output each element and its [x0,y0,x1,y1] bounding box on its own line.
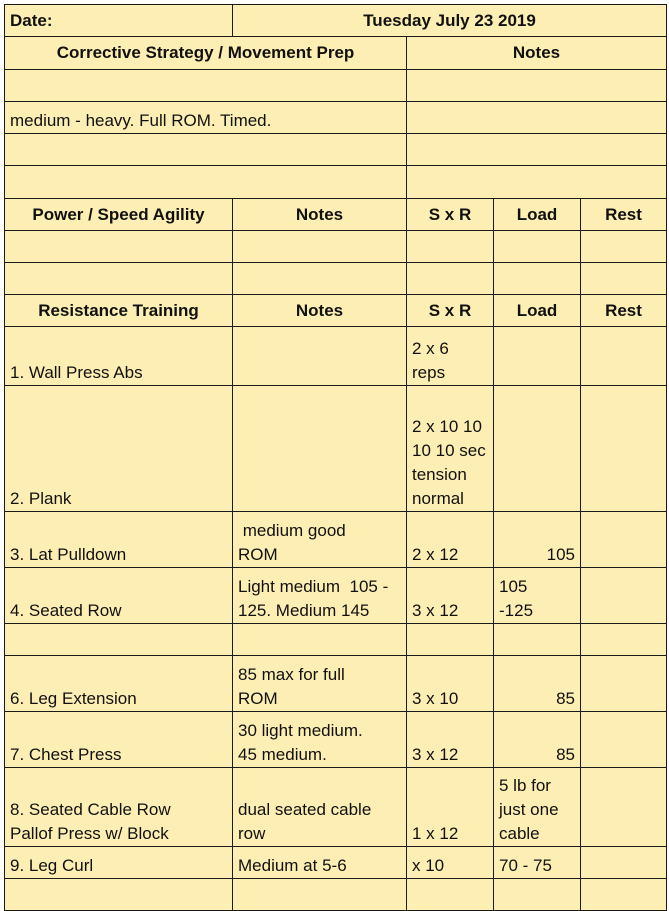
exercise-load: 5 lb for just one cable [494,768,581,847]
power-cell [581,231,667,263]
corrective-notes-header: Notes [407,37,667,70]
exercise-load [494,624,581,656]
exercise-rest [581,847,667,879]
power-rest-header: Rest [581,199,667,231]
exercise-sxr: 2 x 10 10 10 10 sec tension normal [407,386,494,512]
exercise-row [5,712,667,768]
exercise-notes [233,327,407,386]
corrective-cell [5,70,407,102]
exercise-name: 8. Seated Cable Row Pallof Press w/ Block [5,768,233,847]
power-notes-header: Notes [233,199,407,231]
power-title: Power / Speed Agility [5,199,233,231]
exercise-name: 7. Chest Press [5,712,233,768]
power-sxr-header: S x R [407,199,494,231]
exercise-row [5,512,667,568]
exercise-notes: Light medium 105 - 125. Medium 145 [233,568,407,624]
corrective-notes-cell [407,102,667,134]
exercise-name: 2. Plank [5,386,233,512]
corrective-cell: medium - heavy. Full ROM. Timed. [5,102,407,134]
exercise-sxr [407,624,494,656]
workout-table [4,4,667,911]
resistance-title: Resistance Training [5,295,233,327]
exercise-load: 85 [494,656,581,712]
corrective-cell [5,134,407,166]
exercise-name: 4. Seated Row [5,568,233,624]
power-cell [5,231,233,263]
corrective-notes-cell [407,166,667,199]
resistance-notes-header: Notes [233,295,407,327]
resistance-load-header: Load [494,295,581,327]
corrective-notes-cell [407,70,667,102]
exercise-name [5,624,233,656]
exercise-sxr: 2 x 12 [407,512,494,568]
exercise-row [5,847,667,879]
resistance-sxr-header: S x R [407,295,494,327]
exercise-load [494,879,581,911]
exercise-sxr: 3 x 10 [407,656,494,712]
exercise-row [5,386,667,512]
exercise-rest [581,656,667,712]
exercise-rest [581,327,667,386]
power-cell [5,263,233,295]
exercise-rest [581,712,667,768]
exercise-row [5,624,667,656]
exercise-rest [581,768,667,847]
exercise-load [494,386,581,512]
exercise-name: 9. Leg Curl [5,847,233,879]
power-cell [581,263,667,295]
exercise-sxr: 2 x 6 reps [407,327,494,386]
exercise-load: 70 - 75 [494,847,581,879]
power-cell [494,231,581,263]
exercise-notes [233,386,407,512]
exercise-sxr: x 10 [407,847,494,879]
exercise-load: 105 [494,512,581,568]
exercise-notes: 85 max for full ROM [233,656,407,712]
exercise-row [5,656,667,712]
exercise-row [5,568,667,624]
power-cell [233,263,407,295]
exercise-notes: Medium at 5-6 [233,847,407,879]
resistance-rest-header: Rest [581,295,667,327]
power-cell [407,231,494,263]
exercise-load [494,327,581,386]
exercise-notes [233,624,407,656]
exercise-load: 85 [494,712,581,768]
power-cell [407,263,494,295]
exercise-load: 105 -125 [494,568,581,624]
exercise-name: 6. Leg Extension [5,656,233,712]
exercise-sxr: 3 x 12 [407,568,494,624]
corrective-notes-cell [407,134,667,166]
exercise-sxr: 3 x 12 [407,712,494,768]
exercise-row [5,327,667,386]
exercise-sxr: 1 x 12 [407,768,494,847]
exercise-rest [581,512,667,568]
exercise-rest [581,879,667,911]
exercise-row [5,879,667,911]
exercise-rest [581,624,667,656]
exercise-notes [233,879,407,911]
exercise-sxr [407,879,494,911]
exercise-notes: medium good ROM [233,512,407,568]
corrective-cell [5,166,407,199]
power-cell [494,263,581,295]
date-label: Date: [5,5,233,37]
date-value: Tuesday July 23 2019 [233,5,667,37]
power-load-header: Load [494,199,581,231]
exercise-notes: 30 light medium. 45 medium. [233,712,407,768]
workout-sheet [4,4,667,911]
exercise-rest [581,568,667,624]
exercise-name: 1. Wall Press Abs [5,327,233,386]
exercise-name [5,879,233,911]
exercise-name: 3. Lat Pulldown [5,512,233,568]
exercise-row [5,768,667,847]
exercise-rest [581,386,667,512]
corrective-title: Corrective Strategy / Movement Prep [5,37,407,70]
power-cell [233,231,407,263]
exercise-notes: dual seated cable row [233,768,407,847]
